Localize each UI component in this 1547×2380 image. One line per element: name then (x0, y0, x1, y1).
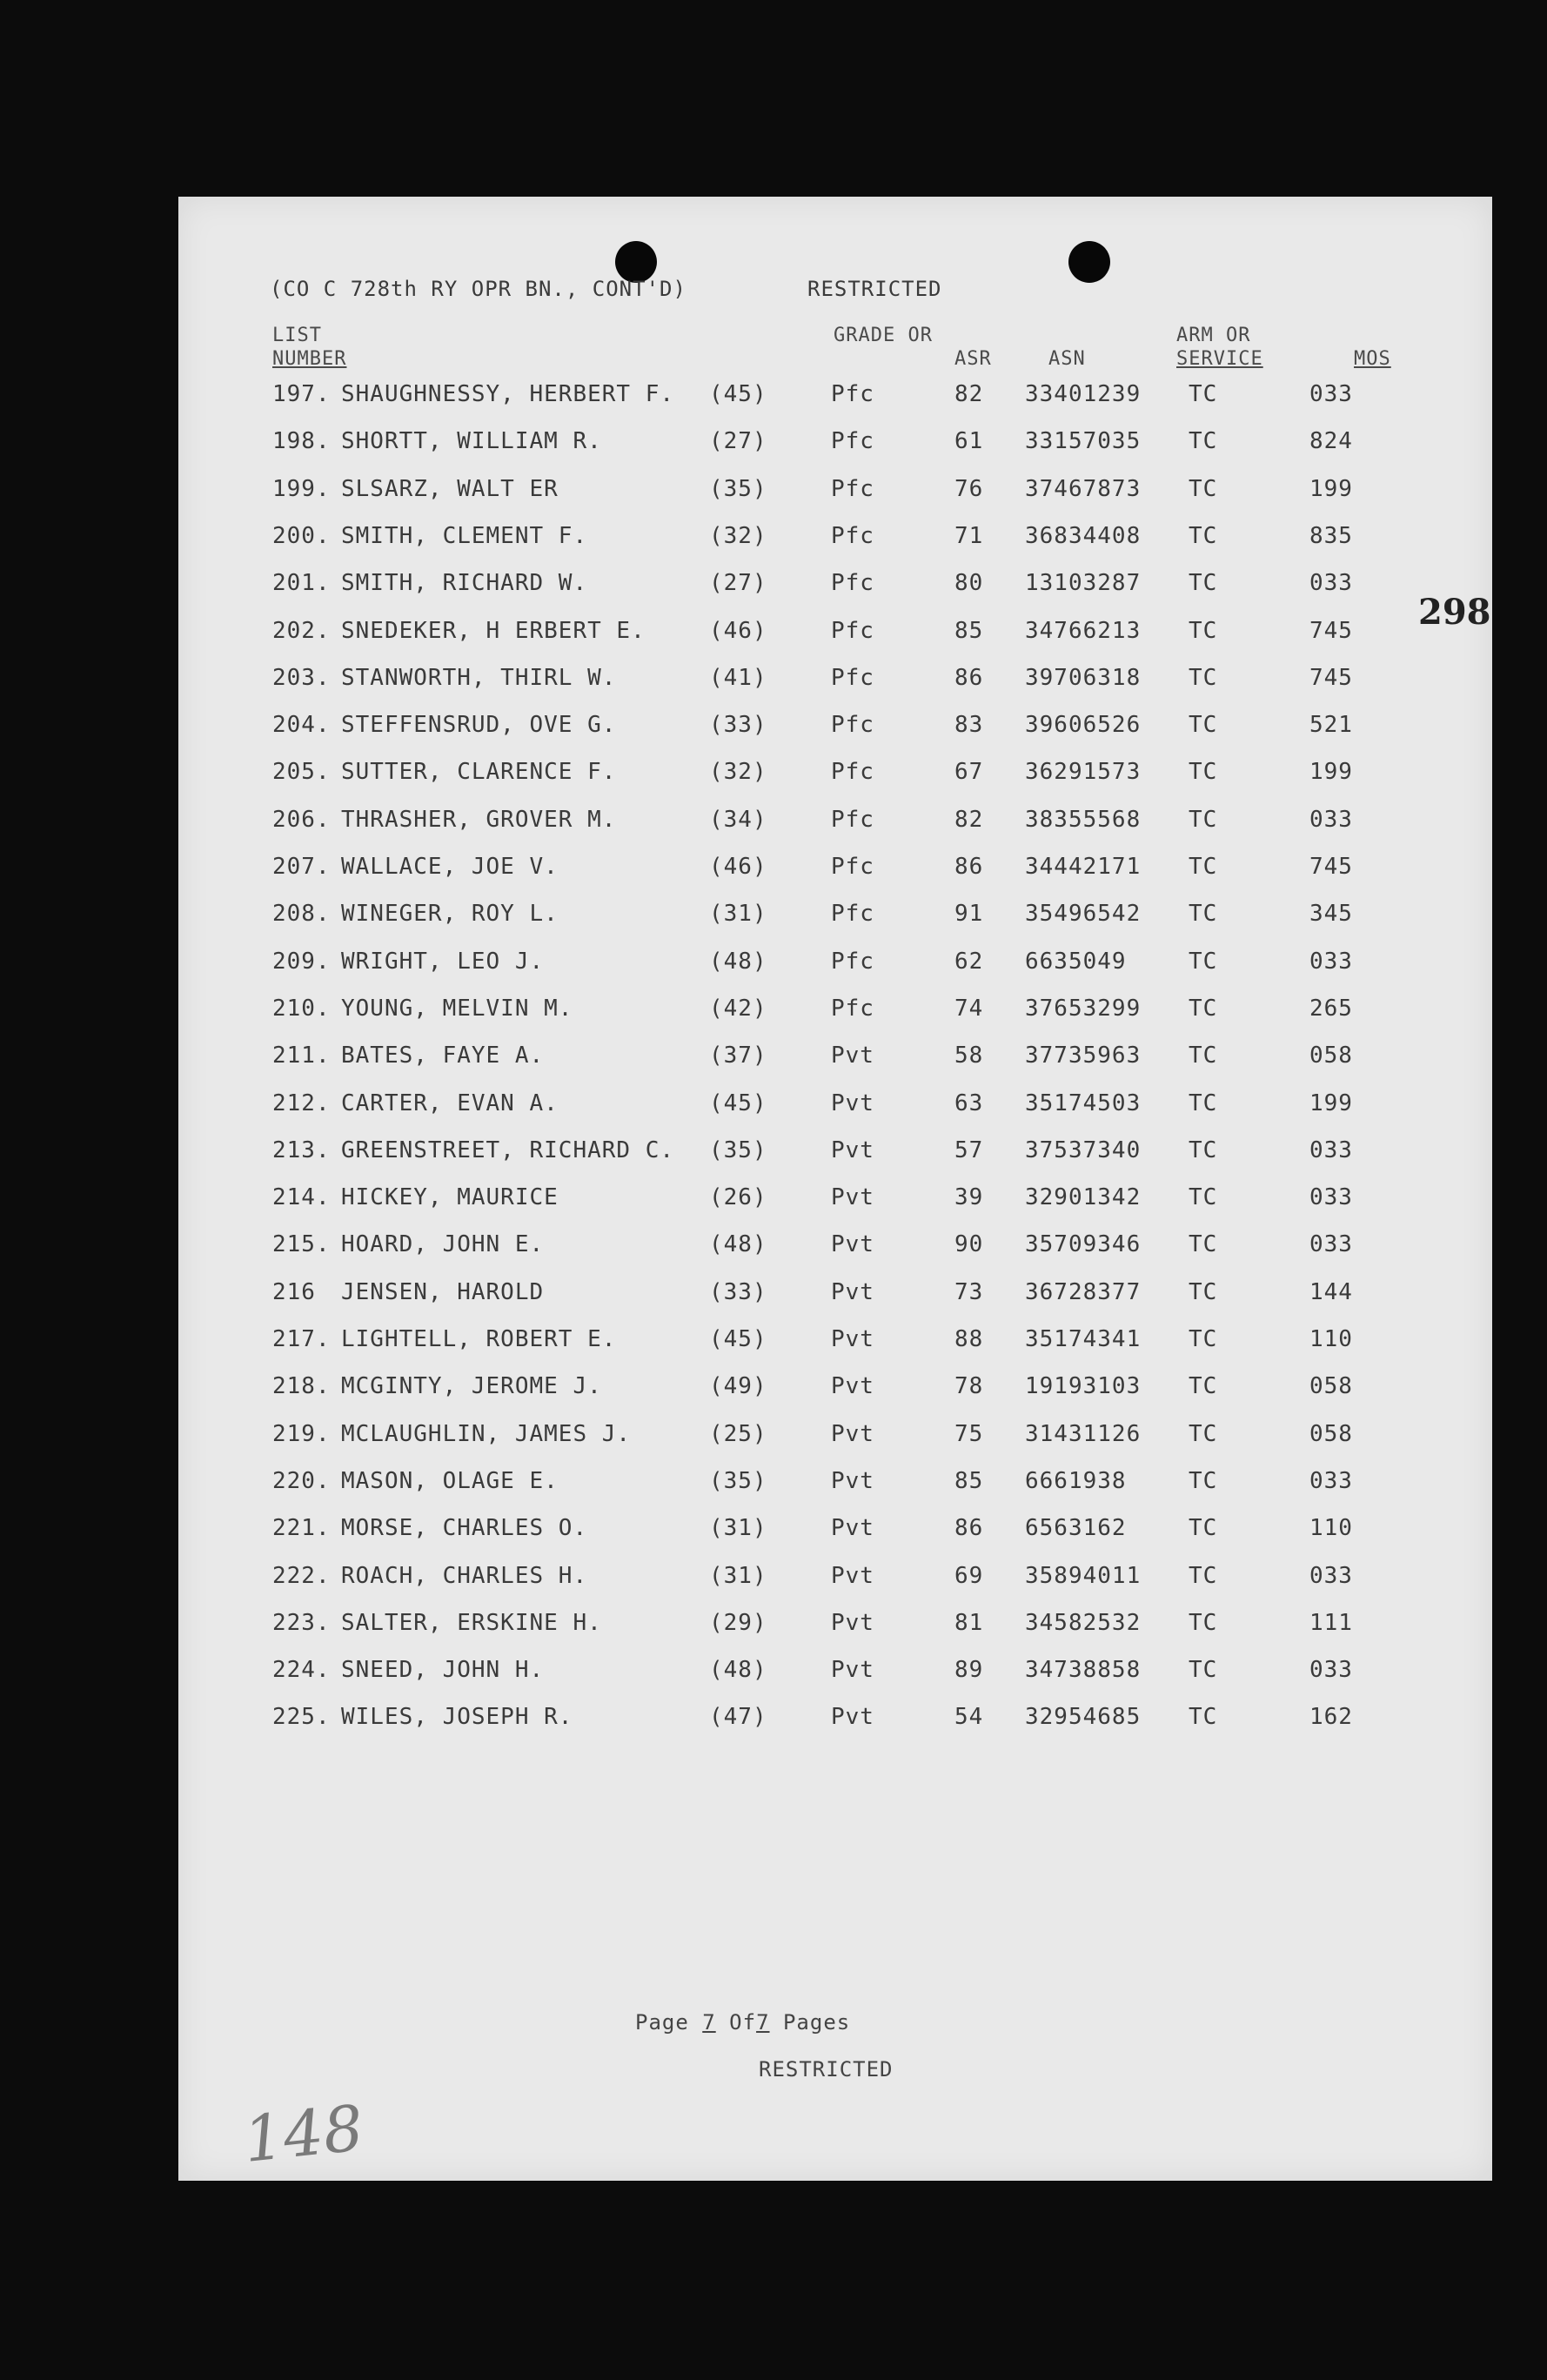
row-age: (33) (709, 1279, 767, 1305)
row-grade: Pvt (831, 1043, 874, 1069)
row-age: (34) (709, 807, 767, 833)
row-mos: 265 (1309, 996, 1353, 1022)
row-name: BATES, FAYE A. (341, 1043, 545, 1069)
row-name: WINEGER, ROY L. (341, 901, 559, 927)
row-num: 197. (272, 381, 331, 407)
row-num: 213. (272, 1137, 331, 1163)
row-grade: Pvt (831, 1373, 874, 1399)
row-grade: Pvt (831, 1563, 874, 1589)
row-grade: Pvt (831, 1610, 874, 1636)
row-grade: Pvt (831, 1421, 874, 1447)
row-asn: 36834408 (1025, 523, 1142, 549)
row-num: 222. (272, 1563, 331, 1589)
row-age: (41) (709, 665, 767, 691)
row-mos: 033 (1309, 807, 1353, 833)
row-num: 225. (272, 1704, 331, 1730)
row-asr: 85 (954, 618, 984, 644)
row-name: HOARD, JOHN E. (341, 1231, 545, 1257)
row-asr: 63 (954, 1090, 984, 1116)
row-asr: 61 (954, 428, 984, 454)
row-name: CARTER, EVAN A. (341, 1090, 559, 1116)
row-num: 204. (272, 712, 331, 738)
row-name: SHAUGHNESSY, HERBERT F. (341, 381, 675, 407)
row-age: (45) (709, 1326, 767, 1352)
row-grade: Pvt (831, 1184, 874, 1210)
row-num: 199. (272, 476, 331, 502)
row-age: (31) (709, 1515, 767, 1541)
row-mos: 745 (1309, 854, 1353, 880)
row-asr: 88 (954, 1326, 984, 1352)
row-asr: 75 (954, 1421, 984, 1447)
classification-top: RESTRICTED (807, 277, 942, 301)
row-asr: 82 (954, 807, 984, 833)
row-arm: TC (1189, 523, 1218, 549)
row-num: 212. (272, 1090, 331, 1116)
row-arm: TC (1189, 949, 1218, 975)
row-mos: 824 (1309, 428, 1353, 454)
row-asn: 38355568 (1025, 807, 1142, 833)
row-asn: 13103287 (1025, 570, 1142, 596)
row-arm: TC (1189, 1279, 1218, 1305)
margin-number: 298 (1418, 592, 1491, 633)
row-asr: 86 (954, 854, 984, 880)
row-age: (45) (709, 381, 767, 407)
row-asn: 37653299 (1025, 996, 1142, 1022)
row-grade: Pvt (831, 1279, 874, 1305)
row-asr: 39 (954, 1184, 984, 1210)
row-mos: 033 (1309, 1231, 1353, 1257)
row-asr: 62 (954, 949, 984, 975)
unit-header: (CO C 728th RY OPR BN., CONT'D) (270, 277, 686, 301)
row-num: 215. (272, 1231, 331, 1257)
row-grade: Pfc (831, 381, 874, 407)
row-mos: 058 (1309, 1043, 1353, 1069)
row-asn: 36728377 (1025, 1279, 1142, 1305)
row-num: 218. (272, 1373, 331, 1399)
row-name: JENSEN, HAROLD (341, 1279, 545, 1305)
row-mos: 521 (1309, 712, 1353, 738)
row-mos: 058 (1309, 1421, 1353, 1447)
page-current: 7 (702, 2010, 716, 2035)
row-num: 224. (272, 1657, 331, 1683)
row-grade: Pvt (831, 1326, 874, 1352)
row-age: (37) (709, 1043, 767, 1069)
row-arm: TC (1189, 901, 1218, 927)
row-num: 198. (272, 428, 331, 454)
row-asn: 35174341 (1025, 1326, 1142, 1352)
row-asr: 71 (954, 523, 984, 549)
row-arm: TC (1189, 1468, 1218, 1494)
row-name: MCLAUGHLIN, JAMES J. (341, 1421, 632, 1447)
row-asr: 80 (954, 570, 984, 596)
row-asn: 36291573 (1025, 759, 1142, 785)
row-asn: 34582532 (1025, 1610, 1142, 1636)
row-grade: Pvt (831, 1657, 874, 1683)
row-arm: TC (1189, 1090, 1218, 1116)
col-list-bottom: NUMBER (272, 348, 347, 370)
row-asn: 39706318 (1025, 665, 1142, 691)
row-num: 211. (272, 1043, 331, 1069)
row-mos: 033 (1309, 1657, 1353, 1683)
row-arm: TC (1189, 1421, 1218, 1447)
row-num: 217. (272, 1326, 331, 1352)
row-num: 220. (272, 1468, 331, 1494)
row-arm: TC (1189, 1326, 1218, 1352)
classification-bottom: RESTRICTED (759, 2057, 894, 2082)
row-age: (35) (709, 1137, 767, 1163)
row-asr: 74 (954, 996, 984, 1022)
row-mos: 835 (1309, 523, 1353, 549)
row-grade: Pfc (831, 618, 874, 644)
page-of: Of (729, 2010, 757, 2035)
row-asn: 37467873 (1025, 476, 1142, 502)
row-name: WRIGHT, LEO J. (341, 949, 545, 975)
row-age: (26) (709, 1184, 767, 1210)
row-name: SMITH, RICHARD W. (341, 570, 588, 596)
row-num: 221. (272, 1515, 331, 1541)
row-arm: TC (1189, 854, 1218, 880)
row-mos: 199 (1309, 1090, 1353, 1116)
row-grade: Pfc (831, 570, 874, 596)
row-grade: Pvt (831, 1231, 874, 1257)
row-asr: 86 (954, 1515, 984, 1541)
row-arm: TC (1189, 1563, 1218, 1589)
row-grade: Pvt (831, 1704, 874, 1730)
row-asr: 54 (954, 1704, 984, 1730)
row-arm: TC (1189, 1043, 1218, 1069)
row-mos: 162 (1309, 1704, 1353, 1730)
row-asn: 35174503 (1025, 1090, 1142, 1116)
row-age: (48) (709, 949, 767, 975)
row-arm: TC (1189, 1184, 1218, 1210)
row-arm: TC (1189, 1137, 1218, 1163)
row-num: 223. (272, 1610, 331, 1636)
row-arm: TC (1189, 1657, 1218, 1683)
col-mos: MOS (1354, 348, 1391, 370)
row-arm: TC (1189, 1373, 1218, 1399)
page-indicator (635, 2010, 850, 2035)
row-grade: Pfc (831, 949, 874, 975)
row-asr: 86 (954, 665, 984, 691)
row-name: GREENSTREET, RICHARD C. (341, 1137, 675, 1163)
row-age: (33) (709, 712, 767, 738)
row-num: 219. (272, 1421, 331, 1447)
row-num: 205. (272, 759, 331, 785)
row-asn: 35894011 (1025, 1563, 1142, 1589)
row-asr: 82 (954, 381, 984, 407)
row-grade: Pfc (831, 428, 874, 454)
row-grade: Pfc (831, 996, 874, 1022)
row-asr: 73 (954, 1279, 984, 1305)
row-asn: 19193103 (1025, 1373, 1142, 1399)
row-arm: TC (1189, 759, 1218, 785)
col-arm-top: ARM OR (1176, 325, 1251, 346)
row-name: THRASHER, GROVER M. (341, 807, 617, 833)
row-asn: 34442171 (1025, 854, 1142, 880)
row-age: (42) (709, 996, 767, 1022)
row-name: ROACH, CHARLES H. (341, 1563, 588, 1589)
row-mos: 199 (1309, 759, 1353, 785)
row-asr: 81 (954, 1610, 984, 1636)
row-mos: 033 (1309, 1468, 1353, 1494)
page-total: 7 (756, 2010, 770, 2035)
row-mos: 745 (1309, 618, 1353, 644)
row-name: YOUNG, MELVIN M. (341, 996, 573, 1022)
row-name: MASON, OLAGE E. (341, 1468, 559, 1494)
row-age: (27) (709, 570, 767, 596)
row-mos: 745 (1309, 665, 1353, 691)
row-asr: 91 (954, 901, 984, 927)
row-name: SUTTER, CLARENCE F. (341, 759, 617, 785)
row-grade: Pvt (831, 1090, 874, 1116)
row-asr: 57 (954, 1137, 984, 1163)
row-num: 201. (272, 570, 331, 596)
row-grade: Pvt (831, 1137, 874, 1163)
row-age: (35) (709, 1468, 767, 1494)
row-age: (31) (709, 901, 767, 927)
row-age: (31) (709, 1563, 767, 1589)
row-name: SHORTT, WILLIAM R. (341, 428, 602, 454)
row-mos: 058 (1309, 1373, 1353, 1399)
punch-hole-right (1068, 241, 1110, 283)
col-asr: ASR (954, 348, 992, 370)
row-grade: Pfc (831, 476, 874, 502)
row-asn: 35496542 (1025, 901, 1142, 927)
row-age: (49) (709, 1373, 767, 1399)
row-grade: Pfc (831, 759, 874, 785)
row-num: 202. (272, 618, 331, 644)
row-arm: TC (1189, 1610, 1218, 1636)
row-arm: TC (1189, 807, 1218, 833)
row-arm: TC (1189, 712, 1218, 738)
row-grade: Pfc (831, 901, 874, 927)
row-name: HICKEY, MAURICE (341, 1184, 559, 1210)
row-mos: 199 (1309, 476, 1353, 502)
row-mos: 033 (1309, 1137, 1353, 1163)
row-age: (32) (709, 759, 767, 785)
row-asn: 39606526 (1025, 712, 1142, 738)
row-asn: 31431126 (1025, 1421, 1142, 1447)
row-age: (29) (709, 1610, 767, 1636)
row-arm: TC (1189, 1704, 1218, 1730)
row-arm: TC (1189, 428, 1218, 454)
row-mos: 033 (1309, 1563, 1353, 1589)
row-arm: TC (1189, 618, 1218, 644)
row-grade: Pfc (831, 854, 874, 880)
col-asn: ASN (1048, 348, 1086, 370)
row-asr: 85 (954, 1468, 984, 1494)
row-num: 216 (272, 1279, 316, 1305)
row-arm: TC (1189, 996, 1218, 1022)
row-name: STANWORTH, THIRL W. (341, 665, 617, 691)
row-asr: 89 (954, 1657, 984, 1683)
row-asr: 76 (954, 476, 984, 502)
row-num: 200. (272, 523, 331, 549)
row-asr: 67 (954, 759, 984, 785)
row-mos: 110 (1309, 1515, 1353, 1541)
row-grade: Pfc (831, 807, 874, 833)
row-grade: Pfc (831, 523, 874, 549)
row-num: 210. (272, 996, 331, 1022)
row-name: STEFFENSRUD, OVE G. (341, 712, 617, 738)
row-age: (32) (709, 523, 767, 549)
row-mos: 033 (1309, 949, 1353, 975)
row-age: (35) (709, 476, 767, 502)
row-name: LIGHTELL, ROBERT E. (341, 1326, 617, 1352)
row-age: (47) (709, 1704, 767, 1730)
row-mos: 144 (1309, 1279, 1353, 1305)
row-grade: Pvt (831, 1515, 874, 1541)
row-age: (46) (709, 618, 767, 644)
row-arm: TC (1189, 476, 1218, 502)
col-list-top: LIST (272, 325, 322, 346)
row-name: SNEDEKER, H ERBERT E. (341, 618, 646, 644)
row-arm: TC (1189, 570, 1218, 596)
row-mos: 033 (1309, 570, 1353, 596)
row-arm: TC (1189, 381, 1218, 407)
row-grade: Pfc (831, 665, 874, 691)
row-asn: 6635049 (1025, 949, 1127, 975)
row-mos: 110 (1309, 1326, 1353, 1352)
row-age: (48) (709, 1657, 767, 1683)
row-asn: 32901342 (1025, 1184, 1142, 1210)
row-asn: 37735963 (1025, 1043, 1142, 1069)
page-prefix: Page (635, 2010, 689, 2035)
row-age: (25) (709, 1421, 767, 1447)
row-asr: 58 (954, 1043, 984, 1069)
row-name: MORSE, CHARLES O. (341, 1515, 588, 1541)
row-name: SLSARZ, WALT ER (341, 476, 559, 502)
row-asn: 35709346 (1025, 1231, 1142, 1257)
row-asn: 33401239 (1025, 381, 1142, 407)
row-asn: 34766213 (1025, 618, 1142, 644)
row-asn: 37537340 (1025, 1137, 1142, 1163)
row-num: 214. (272, 1184, 331, 1210)
row-mos: 345 (1309, 901, 1353, 927)
row-name: MCGINTY, JEROME J. (341, 1373, 602, 1399)
row-asr: 83 (954, 712, 984, 738)
row-arm: TC (1189, 1515, 1218, 1541)
row-asn: 33157035 (1025, 428, 1142, 454)
row-name: WALLACE, JOE V. (341, 854, 559, 880)
row-arm: TC (1189, 1231, 1218, 1257)
col-arm-bottom: SERVICE (1176, 348, 1263, 370)
row-name: SALTER, ERSKINE H. (341, 1610, 602, 1636)
row-age: (46) (709, 854, 767, 880)
row-arm: TC (1189, 665, 1218, 691)
row-asr: 69 (954, 1563, 984, 1589)
row-name: SNEED, JOHN H. (341, 1657, 545, 1683)
row-grade: Pvt (831, 1468, 874, 1494)
row-asn: 34738858 (1025, 1657, 1142, 1683)
row-asn: 6563162 (1025, 1515, 1127, 1541)
row-num: 203. (272, 665, 331, 691)
pencil-annotation: 148 (239, 2091, 367, 2176)
row-num: 207. (272, 854, 331, 880)
page-suffix: Pages (782, 2010, 851, 2035)
row-asn: 6661938 (1025, 1468, 1127, 1494)
row-name: WILES, JOSEPH R. (341, 1704, 573, 1730)
row-age: (27) (709, 428, 767, 454)
row-asr: 90 (954, 1231, 984, 1257)
row-asr: 78 (954, 1373, 984, 1399)
row-asn: 32954685 (1025, 1704, 1142, 1730)
row-mos: 111 (1309, 1610, 1353, 1636)
row-mos: 033 (1309, 381, 1353, 407)
row-num: 208. (272, 901, 331, 927)
col-grade-top: GRADE OR (834, 325, 933, 346)
row-num: 209. (272, 949, 331, 975)
row-age: (45) (709, 1090, 767, 1116)
row-mos: 033 (1309, 1184, 1353, 1210)
row-grade: Pfc (831, 712, 874, 738)
row-name: SMITH, CLEMENT F. (341, 523, 588, 549)
row-num: 206. (272, 807, 331, 833)
row-age: (48) (709, 1231, 767, 1257)
